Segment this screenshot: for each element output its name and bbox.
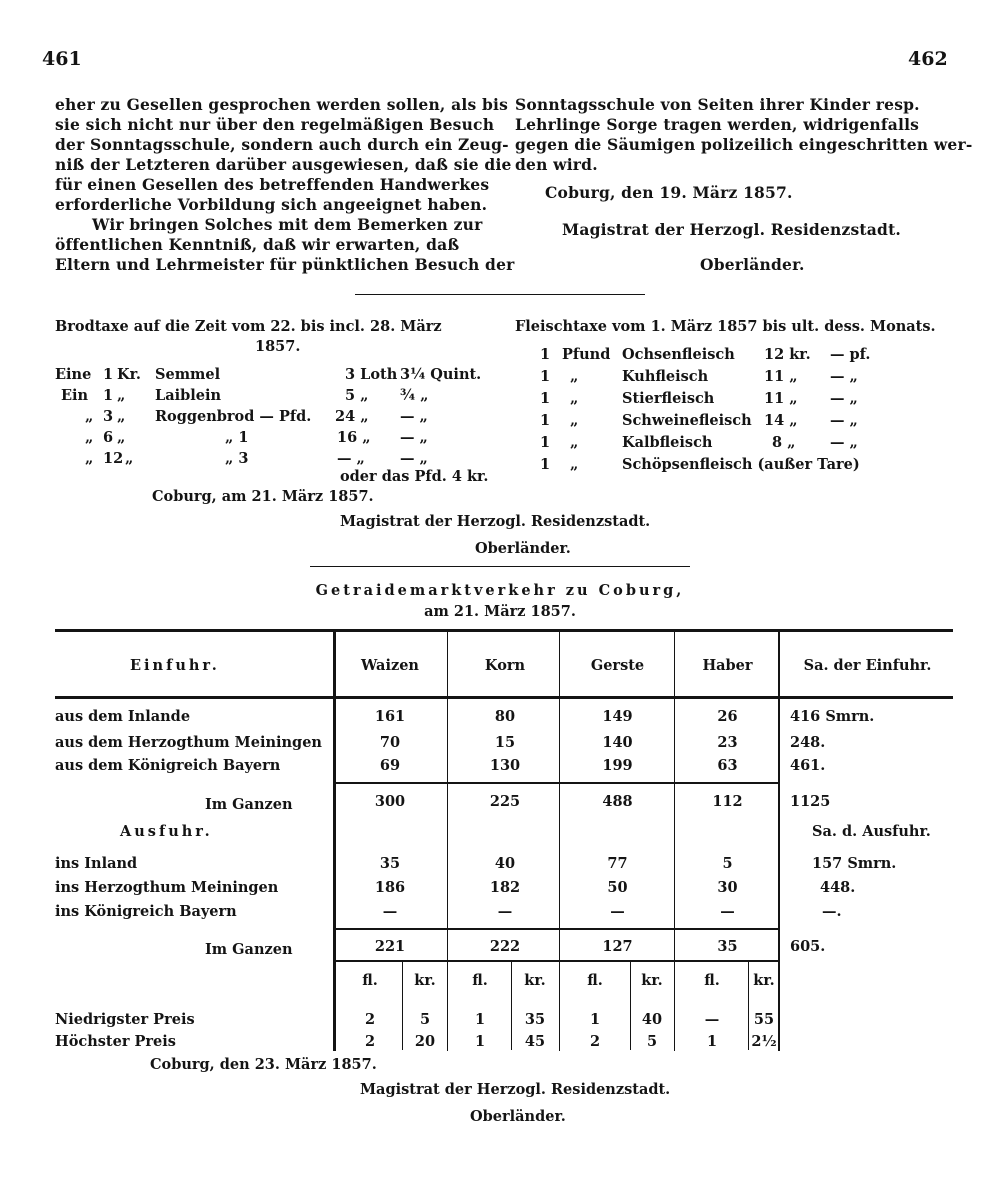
cell-haber: —	[720, 903, 735, 920]
meat-item: Ochsenfleisch	[622, 346, 735, 363]
bread-qty: „	[85, 408, 94, 425]
cell-waizen: 161	[374, 708, 406, 725]
meat-qty: 1	[540, 434, 551, 451]
cell-haber: 112	[712, 793, 743, 810]
section-divider	[310, 566, 690, 567]
meat-pf: — „	[830, 390, 858, 407]
text-line: sie sich nicht nur über den regelmäßigen Besuch	[55, 115, 495, 134]
bread-item: Laiblein	[155, 387, 222, 404]
cell-korn: 225	[489, 793, 521, 810]
text-line: niß der Letzteren darüber ausgewiesen, daß sie die	[55, 155, 512, 174]
bread-weight-quint: ¾ „	[400, 387, 429, 404]
table-col-rule	[333, 631, 336, 1051]
cell-waizen: 300	[374, 793, 406, 810]
import-total-label: Im Ganzen	[205, 796, 293, 813]
table-rule-top	[55, 629, 953, 632]
cell-waizen: 69	[379, 757, 401, 774]
meat-qty: 1	[540, 390, 551, 407]
price-cell: 1	[706, 1033, 718, 1050]
col-header-sum: Sa. der Einfuhr.	[803, 657, 932, 674]
meat-unit: „	[570, 412, 579, 429]
meat-qty: 1	[540, 456, 551, 473]
price-cell: 40	[641, 1011, 663, 1028]
notice-date: Coburg, den 19. März 1857.	[545, 183, 793, 202]
cell-sum: —.	[822, 903, 842, 920]
text-line: für einen Gesellen des betreffenden Handwerkes	[55, 175, 490, 194]
col-header-import: Einfuhr.	[130, 657, 220, 674]
price-unit-fl: fl.	[362, 972, 378, 989]
meat-row	[540, 412, 960, 430]
notice-authority: Magistrat der Herzogl. Residenzstadt.	[562, 220, 902, 239]
price-cell: 2	[364, 1033, 376, 1050]
import-row-label: aus dem Inlande	[55, 708, 191, 725]
meat-unit: „	[570, 368, 579, 385]
bread-n: 6	[103, 429, 114, 446]
price-unit-kr: kr.	[414, 972, 436, 989]
cell-korn: 80	[494, 708, 516, 725]
text-line: eher zu Gesellen gesprochen werden sollen, als bis	[55, 95, 509, 114]
bread-row	[55, 408, 495, 426]
price-cell: 55	[753, 1011, 775, 1028]
cell-gerste: 50	[607, 879, 628, 896]
bread-unit: „	[117, 429, 126, 446]
bread-weight-loth: 24 „	[335, 408, 369, 425]
bread-unit: Kr.	[117, 366, 141, 383]
bread-authority: Magistrat der Herzogl. Residenzstadt.	[340, 513, 651, 530]
price-unit-fl: fl.	[587, 972, 603, 989]
text-line: der Sonntagsschule, sondern auch durch ein Zeug-	[55, 135, 509, 154]
export-row-label: ins Inland	[55, 855, 138, 872]
low-price-label: Niedrigster Preis	[55, 1011, 195, 1028]
grain-market-title: Getraidemarktverkehr zu Coburg,	[315, 582, 685, 599]
cell-gerste: 149	[602, 708, 633, 725]
cell-gerste: —	[610, 903, 625, 920]
meat-row	[540, 346, 960, 364]
cell-gerste: 488	[602, 793, 633, 810]
grain-market-dateline: Coburg, den 23. März 1857.	[150, 1056, 377, 1073]
table-rule-subtotal	[335, 782, 780, 784]
cell-korn: 182	[489, 879, 521, 896]
bread-weight-quint: — „	[400, 408, 428, 425]
price-cell: 2	[364, 1011, 376, 1028]
bread-n: 12	[103, 450, 124, 467]
price-cell: 1	[589, 1011, 601, 1028]
bread-row	[55, 387, 495, 405]
col-header-gerste: Gerste	[590, 657, 645, 674]
bread-n: 1	[103, 366, 114, 383]
export-row-label: ins Königreich Bayern	[55, 903, 237, 920]
price-cell: 5	[646, 1033, 658, 1050]
price-cell: 45	[524, 1033, 546, 1050]
meat-row	[540, 456, 960, 474]
bread-signer: Oberländer.	[475, 540, 571, 557]
meat-unit: Pfund	[562, 346, 611, 363]
meat-item: Schöpsenfleisch (außer Tare)	[622, 456, 860, 473]
bread-date: Coburg, am 21. März 1857.	[152, 488, 374, 505]
price-cell: —	[704, 1011, 720, 1028]
meat-qty: 1	[540, 412, 551, 429]
text-line: erforderliche Vorbildung sich angeeignet haben.	[55, 195, 488, 214]
cell-korn: 130	[489, 757, 521, 774]
table-col-rule	[447, 631, 448, 1051]
meat-pf: — pf.	[830, 346, 871, 363]
notice-signer: Oberländer.	[700, 255, 805, 274]
cell-gerste: 127	[602, 938, 633, 955]
meat-qty: 1	[540, 368, 551, 385]
cell-haber: 5	[722, 855, 733, 872]
meat-row	[540, 368, 960, 386]
meat-item: Schweinefleisch	[622, 412, 752, 429]
bread-qty: Ein	[61, 387, 89, 404]
meat-item: Stierfleisch	[622, 390, 715, 407]
price-cell: 20	[414, 1033, 436, 1050]
bread-unit: „	[117, 408, 126, 425]
cell-waizen: 70	[379, 734, 401, 751]
price-unit-kr: kr.	[641, 972, 663, 989]
meat-tax-title: Fleischtaxe vom 1. März 1857 bis ult. dess. Monats.	[515, 318, 936, 335]
price-unit-kr: kr.	[524, 972, 546, 989]
cell-haber: 23	[717, 734, 738, 751]
price-unit-kr: kr.	[753, 972, 775, 989]
meat-item: Kalbfleisch	[622, 434, 713, 451]
meat-item: Kuhfleisch	[622, 368, 709, 385]
cell-korn: 222	[489, 938, 521, 955]
cell-haber: 26	[717, 708, 738, 725]
bread-weight-quint: — „	[400, 450, 428, 467]
bread-item: „ 1	[225, 429, 249, 446]
text-line: Wir bringen Solches mit dem Bemerken zur	[92, 215, 483, 234]
text-line: gegen die Säumigen polizeilich eingeschritten wer-	[515, 135, 973, 154]
text-line: öffentlichen Kenntniß, daß wir erwarten, daß	[55, 235, 460, 254]
col-header-korn: Korn	[484, 657, 526, 674]
section-divider	[355, 294, 645, 295]
cell-sum: 416 Smrn.	[790, 708, 875, 725]
text-line: Sonntagsschule von Seiten ihrer Kinder resp.	[515, 95, 920, 114]
bread-row	[55, 450, 495, 468]
cell-waizen: 186	[374, 879, 406, 896]
bread-row	[55, 429, 495, 447]
col-header-waizen: Waizen	[361, 657, 419, 674]
meat-price: 11 „	[764, 368, 798, 385]
bread-weight-loth: 3 Loth	[345, 366, 398, 383]
cell-sum: 157 Smrn.	[812, 855, 897, 872]
meat-unit: „	[570, 390, 579, 407]
meat-price: 11 „	[764, 390, 798, 407]
bread-unit: „	[117, 387, 126, 404]
bread-weight-loth: 5 „	[345, 387, 369, 404]
text-line: Eltern und Lehrmeister für pünktlichen Besuch der	[55, 255, 515, 274]
cell-korn: 40	[494, 855, 516, 872]
bread-item: Semmel	[155, 366, 221, 383]
price-cell: 2½	[751, 1033, 777, 1050]
bread-weight-loth: 16 „	[337, 429, 371, 446]
cell-waizen: 221	[374, 938, 406, 955]
text-line: Lehrlinge Sorge tragen werden, widrigenfalls	[515, 115, 920, 134]
price-cell: 5	[419, 1011, 431, 1028]
bread-n: 1	[103, 387, 114, 404]
cell-sum: 1125	[790, 793, 831, 810]
price-cell: 1	[474, 1011, 486, 1028]
table-rule-subtotal	[335, 928, 780, 930]
meat-pf: — „	[830, 412, 858, 429]
bread-qty: „	[85, 429, 94, 446]
meat-qty: 1	[540, 346, 551, 363]
meat-pf: — „	[830, 434, 858, 451]
bread-weight-quint: 3¼ Quint.	[400, 366, 482, 383]
meat-price: 14 „	[764, 412, 798, 429]
bread-item: Roggenbrod — Pfd.	[155, 408, 312, 425]
cell-sum: 448.	[820, 879, 856, 896]
meat-price: 8 „	[772, 434, 796, 451]
table-rule-header	[55, 696, 953, 699]
cell-gerste: 77	[607, 855, 628, 872]
bread-unit: „	[125, 450, 134, 467]
price-cell: 1	[474, 1033, 486, 1050]
import-row-label: aus dem Königreich Bayern	[55, 757, 281, 774]
bread-tax-title: Brodtaxe auf die Zeit vom 22. bis incl. 28. März	[55, 318, 442, 335]
import-row-label: aus dem Herzogthum Meiningen	[55, 734, 322, 751]
meat-pf: — „	[830, 368, 858, 385]
table-col-rule	[559, 631, 560, 1051]
meat-unit: „	[570, 434, 579, 451]
price-unit-fl: fl.	[472, 972, 488, 989]
grain-market-signer: Oberländer.	[470, 1108, 566, 1125]
meat-price: 12 kr.	[764, 346, 811, 363]
grain-market-authority: Magistrat der Herzogl. Residenzstadt.	[360, 1081, 671, 1098]
bread-weight-loth: — „	[337, 450, 365, 467]
bread-qty: „	[85, 450, 94, 467]
page-number-right: 462	[908, 48, 948, 70]
bread-weight-quint: — „	[400, 429, 428, 446]
text-line: den wird.	[515, 155, 598, 174]
cell-gerste: 140	[602, 734, 633, 751]
cell-sum: 248.	[790, 734, 826, 751]
cell-sum: 605.	[790, 938, 826, 955]
cell-korn: 15	[494, 734, 516, 751]
cell-haber: 63	[717, 757, 738, 774]
price-unit-fl: fl.	[704, 972, 720, 989]
bread-item: „ 3	[225, 450, 249, 467]
cell-waizen: —	[382, 903, 398, 920]
price-cell: 2	[589, 1033, 601, 1050]
meat-row	[540, 434, 960, 452]
export-header: Ausfuhr.	[120, 823, 213, 840]
bread-n: 3	[103, 408, 114, 425]
meat-row	[540, 390, 960, 408]
cell-sum: 461.	[790, 757, 826, 774]
table-col-rule	[674, 631, 675, 1051]
export-row-label: ins Herzogthum Meiningen	[55, 879, 279, 896]
price-cell: 35	[524, 1011, 546, 1028]
cell-korn: —	[497, 903, 513, 920]
col-header-haber: Haber	[702, 657, 753, 674]
cell-waizen: 35	[379, 855, 401, 872]
page-number-left: 461	[42, 48, 82, 70]
bread-tax-title-year: 1857.	[255, 338, 301, 355]
bread-row	[55, 366, 495, 384]
export-total-label: Im Ganzen	[205, 941, 293, 958]
high-price-label: Höchster Preis	[55, 1033, 176, 1050]
grain-market-date: am 21. März 1857.	[424, 603, 576, 620]
cell-gerste: 199	[602, 757, 633, 774]
meat-unit: „	[570, 456, 579, 473]
export-sum-header: Sa. d. Ausfuhr.	[812, 823, 931, 840]
bread-note: oder das Pfd. 4 kr.	[340, 468, 489, 485]
cell-haber: 35	[717, 938, 738, 955]
cell-haber: 30	[717, 879, 738, 896]
bread-qty: Eine	[55, 366, 92, 383]
